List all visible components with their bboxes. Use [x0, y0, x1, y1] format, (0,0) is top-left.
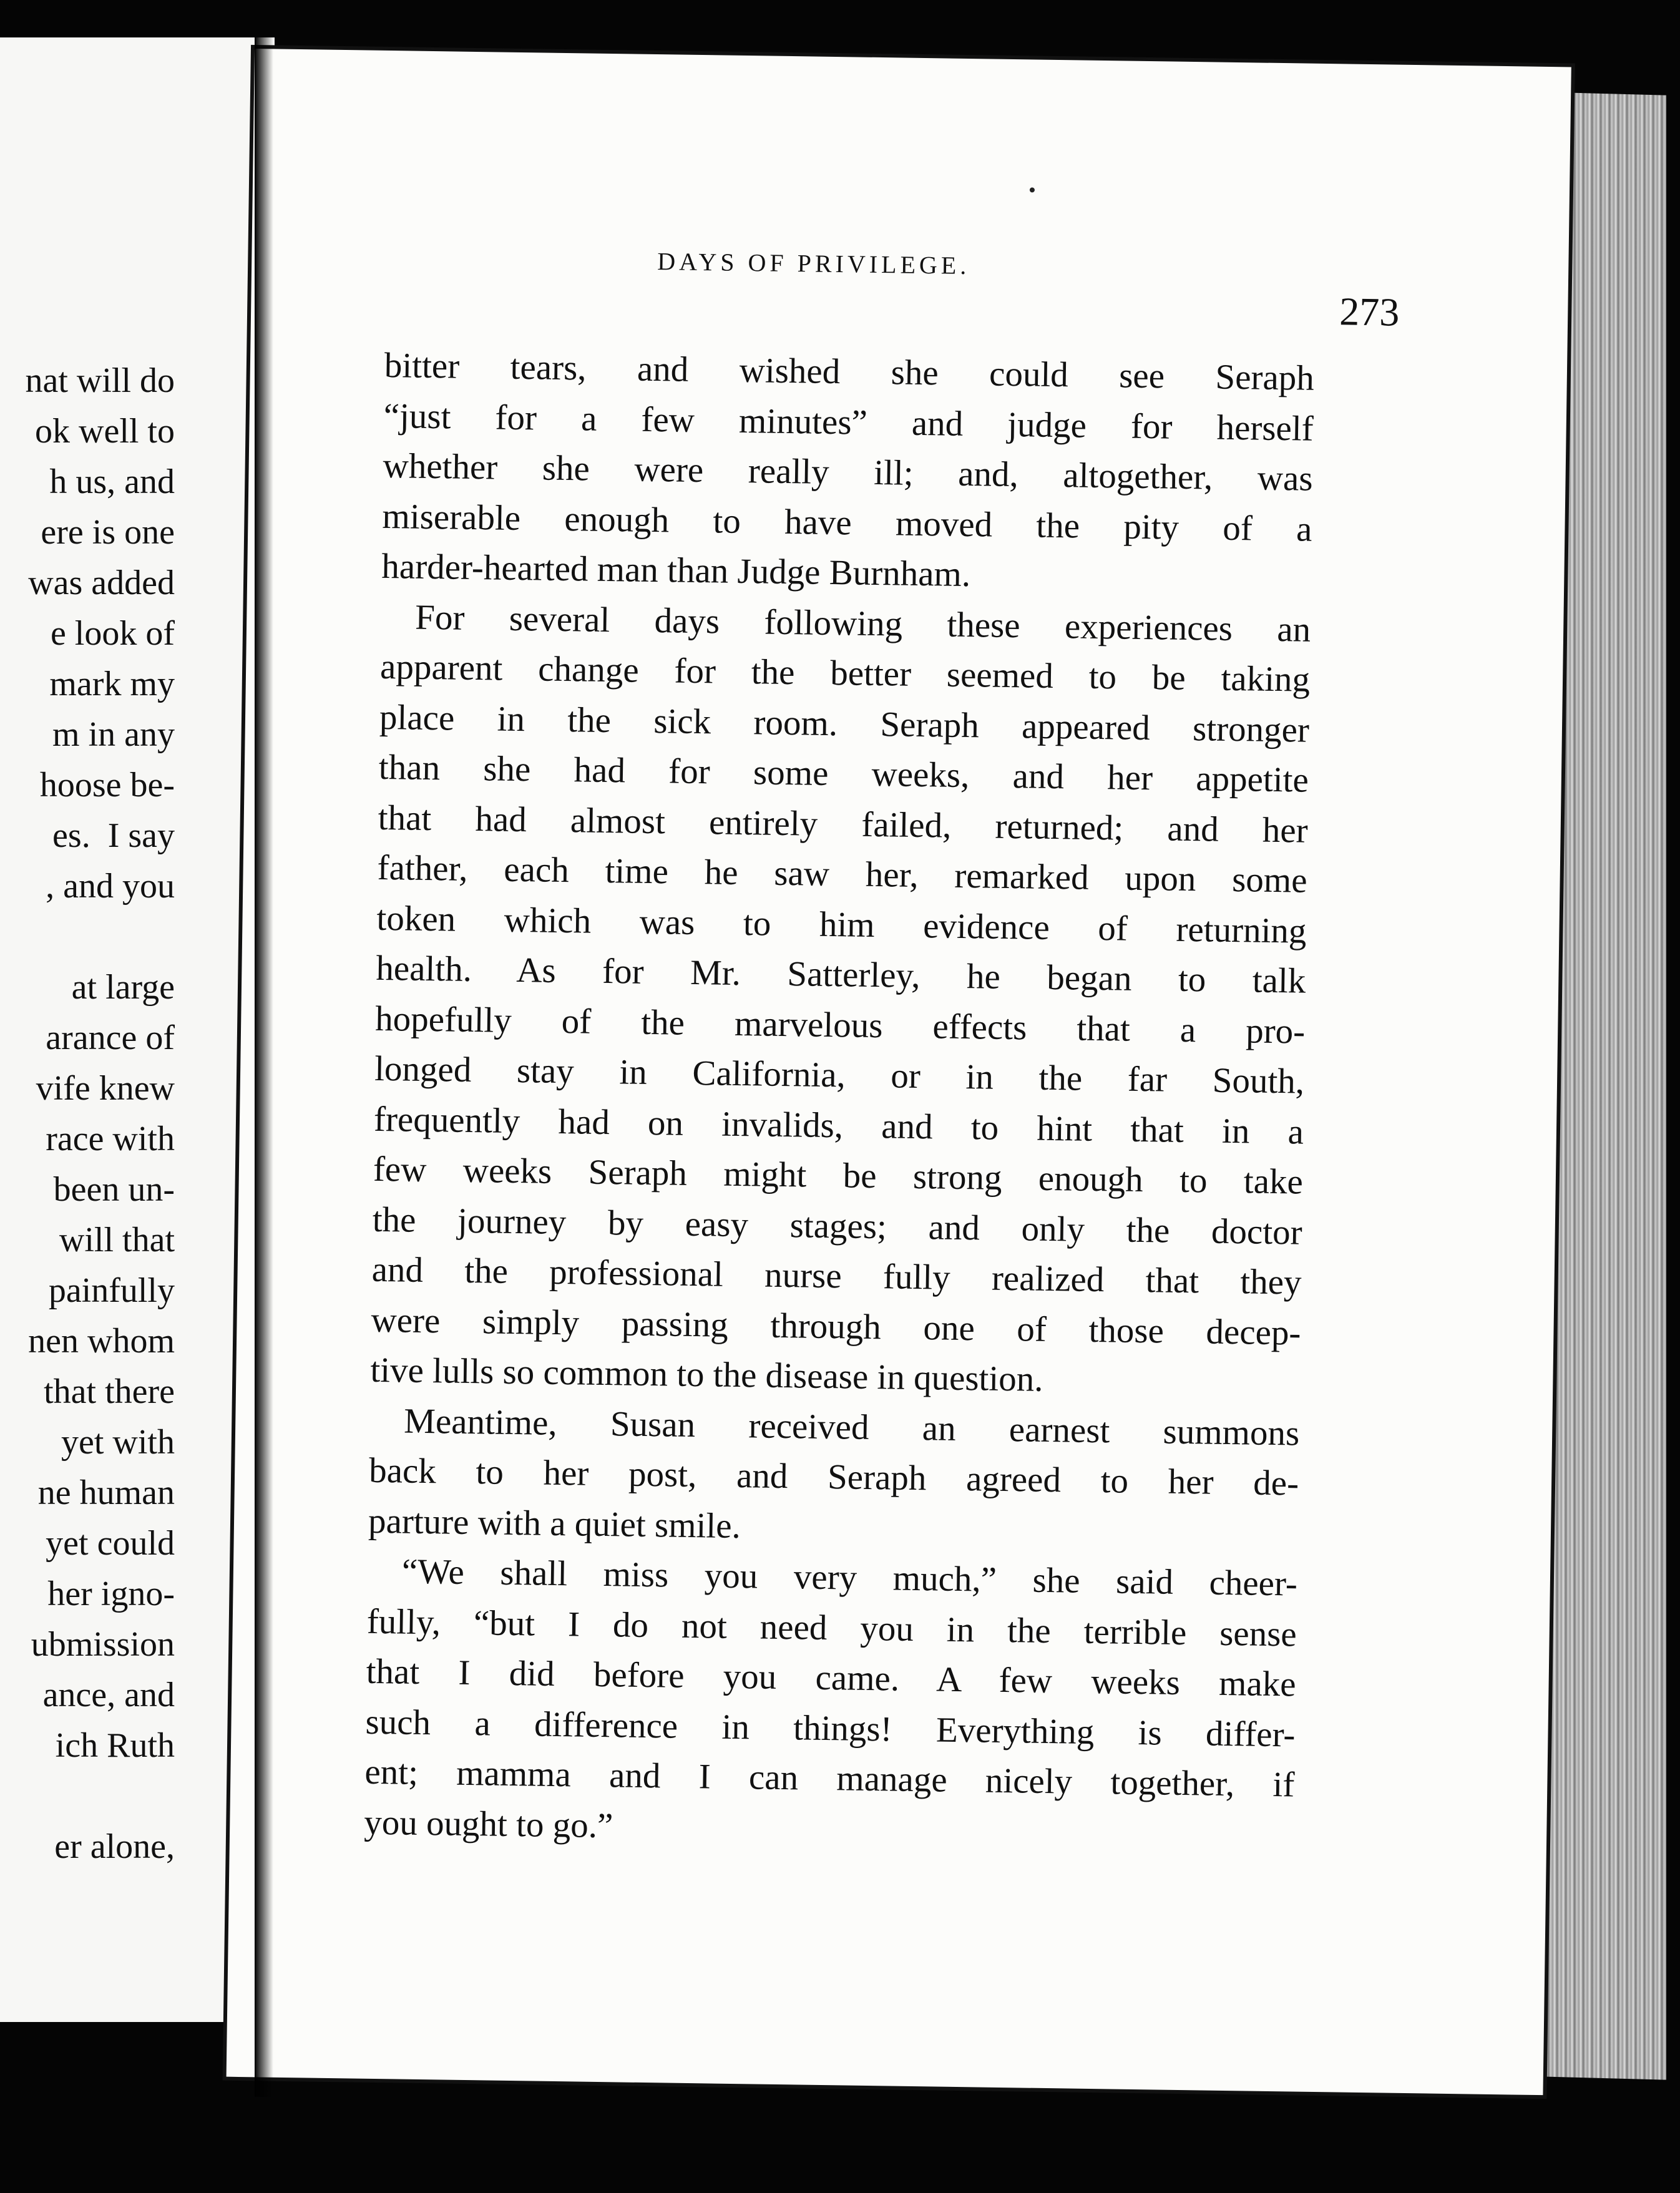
text-line: back to her post, and Seraph agreed to her de- — [368, 1450, 1299, 1503]
facing-page-line: been un- — [53, 1170, 175, 1209]
facing-page-line: h us, and — [49, 462, 175, 501]
text-line: place in the sick room. Seraph appeared stronger — [379, 697, 1310, 750]
text-line: fully, “but I do not need you in the terrible sense — [366, 1601, 1297, 1654]
facing-page-line: her igno- — [47, 1575, 175, 1613]
facing-page-line: ok well to — [35, 412, 175, 451]
text-line: apparent change for the better seemed to be taking — [379, 647, 1311, 700]
facing-page-line: ne human — [37, 1473, 175, 1512]
gutter-shadow — [255, 37, 273, 2097]
facing-page-line: race with — [46, 1120, 175, 1158]
text-line: For several days following these experiences an — [414, 597, 1311, 650]
text-line: such a difference in things! Everything is differ- — [365, 1702, 1296, 1755]
book-page — [227, 49, 1571, 2095]
facing-page-line: ubmission — [31, 1625, 175, 1664]
facing-page-line: at large — [71, 968, 175, 1007]
facing-page-line: ich Ruth — [55, 1726, 175, 1765]
text-line: longed stay in California, or in the far South, — [374, 1048, 1305, 1101]
text-line: than she had for some weeks, and her appetite — [378, 747, 1309, 800]
facing-page-line: m in any — [52, 715, 175, 754]
text-line: “just for a few minutes” and judge for herself — [383, 396, 1314, 449]
text-line: Meantime, Susan received an earnest summons — [403, 1401, 1300, 1453]
facing-page-line: yet could — [46, 1524, 175, 1563]
facing-page-line: that there — [44, 1372, 175, 1411]
facing-page-text — [0, 356, 175, 1872]
text-line: token which was to him evidence of returning — [376, 898, 1307, 951]
facing-page-line: painfully — [48, 1271, 175, 1310]
facing-page-line: ance, and — [42, 1676, 175, 1714]
facing-page-line — [0, 912, 175, 962]
body-text — [364, 341, 1315, 1861]
text-line: were simply passing through one of those decep- — [371, 1300, 1301, 1353]
text-line: hopefully of the marvelous effects that a pro- — [374, 999, 1306, 1052]
text-line: whether she were really ill; and, altogether, was — [383, 446, 1313, 499]
facing-page-line: hoose be- — [39, 766, 175, 804]
text-line: you ought to go.” — [363, 1802, 613, 1845]
facing-page-line: yet with — [61, 1423, 175, 1462]
facing-page-line: nat will do — [25, 361, 175, 400]
facing-page-line: ere is one — [41, 513, 175, 552]
text-line: father, each time he saw her, remarked upon some — [377, 847, 1307, 901]
text-line: ent; mamma and I can manage nicely together, if — [364, 1752, 1295, 1805]
text-line: parture with a quiet smile. — [368, 1501, 741, 1546]
facing-page-line: e look of — [50, 614, 175, 653]
facing-page-line — [0, 1771, 175, 1822]
running-head: DAYS OF PRIVILEGE. — [657, 247, 970, 280]
text-line: that had almost entirely failed, returned; and her — [378, 798, 1309, 851]
text-line: frequently had on invalids, and to hint that in a — [373, 1099, 1304, 1152]
facing-page-line: es. I say — [52, 816, 175, 855]
text-line: “We shall miss you very much,” she said cheer- — [401, 1551, 1298, 1604]
print-speck — [1030, 187, 1035, 192]
facing-page-line: was added — [28, 564, 175, 602]
facing-page-line: , and you — [46, 867, 175, 906]
text-line: and the professional nurse fully realized that they — [371, 1249, 1302, 1302]
text-line: the journey by easy stages; and only the doctor — [372, 1199, 1303, 1253]
facing-page-line: nen whom — [28, 1322, 175, 1360]
facing-page-line: er alone, — [54, 1827, 175, 1866]
text-line: miserable enough to have moved the pity of a — [382, 496, 1312, 549]
text-line: bitter tears, and wished she could see Seraph — [384, 345, 1315, 398]
text-line: tive lulls so common to the disease in question. — [370, 1350, 1043, 1399]
text-line: few weeks Seraph might be strong enough to take — [373, 1149, 1304, 1202]
text-line: health. As for Mr. Satterley, he began to talk — [376, 948, 1306, 1001]
facing-page-line: will that — [59, 1221, 175, 1259]
facing-page-line: arance of — [46, 1018, 175, 1057]
page-number: 273 — [1339, 289, 1400, 335]
facing-page-line: mark my — [49, 665, 175, 703]
facing-page-line: vife knew — [36, 1069, 175, 1108]
text-line: that I did before you came. A few weeks make — [366, 1651, 1297, 1704]
text-line: harder-hearted man than Judge Burnham. — [381, 546, 971, 595]
